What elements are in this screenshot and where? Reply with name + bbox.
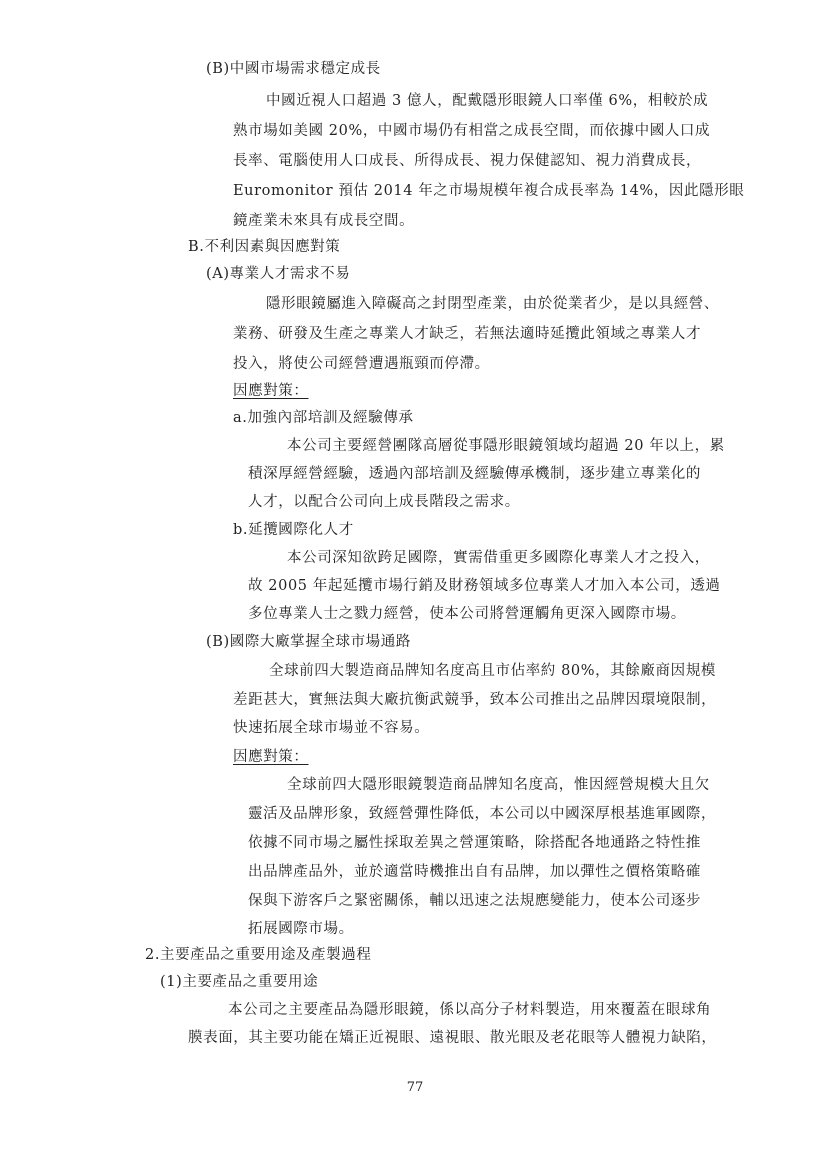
section-heading: (B)中國市場需求穩定成長 — [206, 61, 381, 77]
section-heading: (B)國際大廠掌握全球市場通路 — [206, 634, 411, 650]
section-heading: (A)專業人才需求不易 — [206, 266, 351, 282]
text-line: 靈活及品牌形象，致經營彈性降低，本公司以中國深厚根基進軍國際， — [248, 806, 717, 822]
text-line: 依據不同市場之屬性採取差異之營運策略，除搭配各地通路之特性推 — [248, 835, 701, 851]
section-heading: 2.主要產品之重要用途及產製過程 — [145, 947, 372, 963]
text-line: 多位專業人士之戮力經營，使本公司將營運觸角更深入國際市場。 — [248, 606, 686, 622]
text-line: Euromonitor 預估 2014 年之市場規模年複合成長率為 14%，因此隱形眼 — [233, 183, 745, 199]
response-heading: 因應對策： — [233, 383, 309, 399]
text-line: 熟市場如美國 20%，中國市場仍有相當之成長空間，而依據中國人口成 — [233, 123, 711, 139]
text-line: 鏡產業未來具有成長空間。 — [233, 213, 415, 229]
subsection-heading: b.延攬國際化人才 — [233, 522, 354, 538]
text-line: 快速拓展全球市場並不容易。 — [233, 720, 430, 736]
text-line: 業務、研發及生產之專業人才缺乏，若無法適時延攬此領域之專業人才 — [233, 326, 702, 342]
text-line: 差距甚大，實無法與大廠抗衡武競爭，致本公司推出之品牌因環境限制， — [233, 692, 717, 708]
text-line: 本公司之主要產品為隱形眼鏡，係以高分子材料製造，用來覆蓋在眼球角 — [228, 1002, 712, 1018]
text-line: 出品牌產品外，並於適當時機推出自有品牌，加以彈性之價格策略確 — [248, 864, 701, 880]
text-line: 故 2005 年起延攬市場行銷及財務領域多位專業人才加入本公司，透過 — [248, 578, 721, 594]
text-line: 人才，以配合公司向上成長階段之需求。 — [248, 494, 520, 510]
text-line: 投入，將使公司經營遭遇瓶頸而停滯。 — [233, 356, 490, 372]
text-line: 本公司主要經營團隊高層從事隱形眼鏡領域均超過 20 年以上，累 — [287, 438, 725, 454]
text-line: 隱形眼鏡屬進入障礙高之封閉型產業，由於從業者少，是以具經營、 — [266, 296, 719, 312]
text-line: 長率、電腦使用人口成長、所得成長、視力保健認知、視力消費成長， — [233, 153, 702, 169]
section-heading: (1)主要產品之重要用途 — [160, 974, 319, 990]
text-line: 膜表面，其主要功能在矯正近視眼、遠視眼、散光眼及老花眼等人體視力缺陷， — [188, 1030, 717, 1046]
text-line: 保與下游客戶之緊密關係，輔以迅速之法規應變能力，使本公司逐步 — [248, 893, 701, 909]
text-line: 全球前四大隱形眼鏡製造商品牌知名度高，惟因經營規模大且欠 — [287, 777, 710, 793]
section-heading: B.不利因素與因應對策 — [188, 239, 341, 255]
text-line: 拓展國際市場。 — [248, 921, 354, 937]
text-line: 本公司深知欲跨足國際，實需借重更多國際化專業人才之投入， — [287, 550, 710, 566]
response-heading: 因應對策： — [233, 749, 309, 765]
subsection-heading: a.加強內部培訓及經驗傳承 — [233, 410, 414, 426]
text-line: 積深厚經營經驗，透過內部培訓及經驗傳承機制，逐步建立專業化的 — [248, 466, 701, 482]
page-number: 77 — [406, 1080, 424, 1095]
text-line: 全球前四大製造商品牌知名度高且市佔率約 80%，其餘廠商因規模 — [269, 663, 716, 679]
text-line: 中國近視人口超過 3 億人，配戴隱形眼鏡人口率僅 6%，相較於成 — [266, 93, 709, 109]
